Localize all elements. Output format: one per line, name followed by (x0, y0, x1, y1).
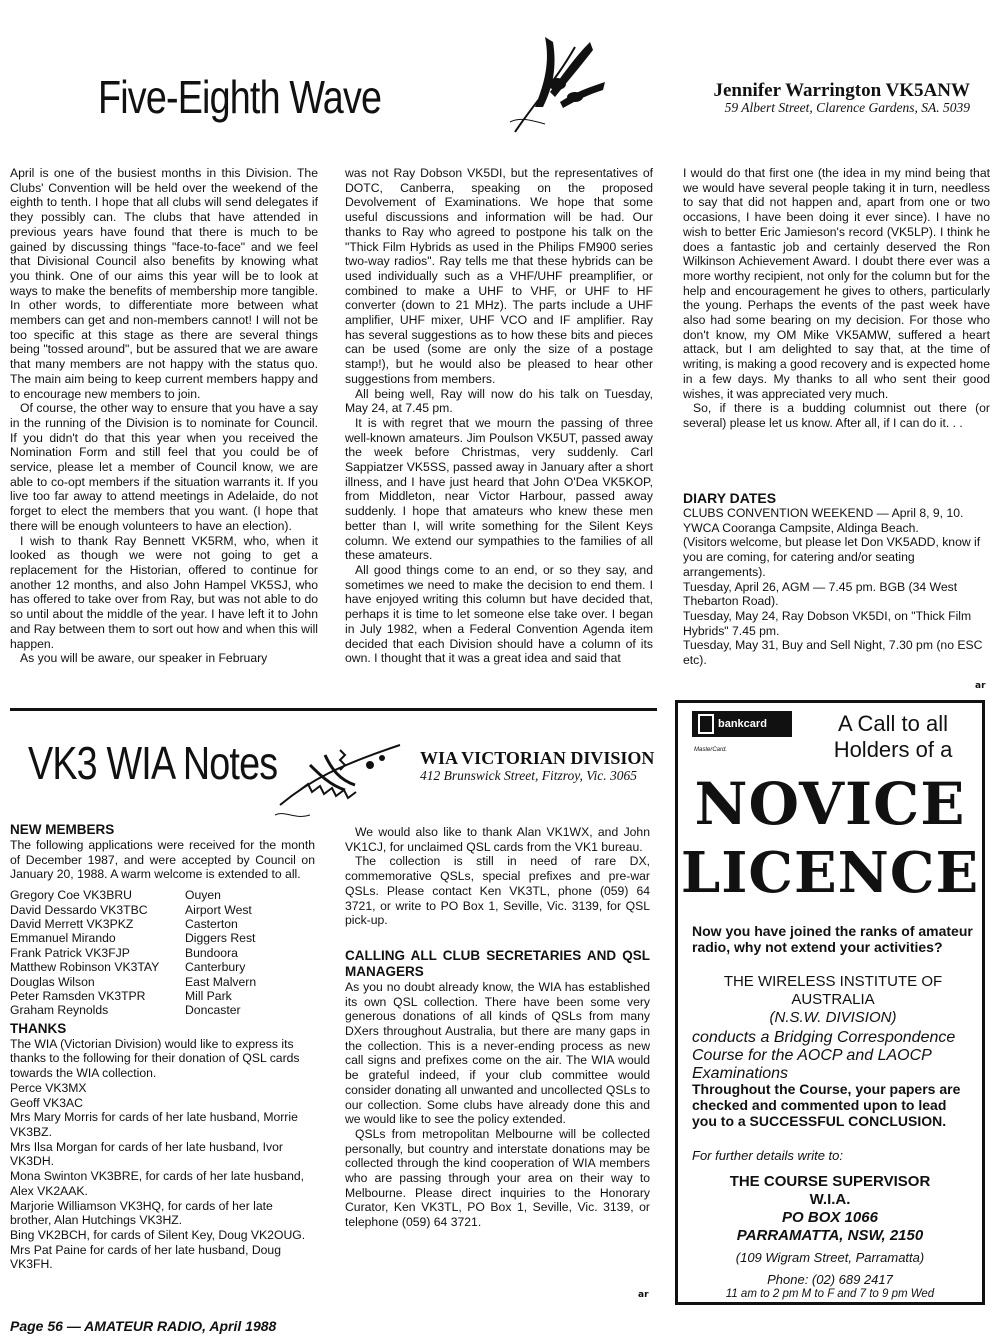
diary-item: Tuesday, May 24, Ray Dobson VK5DI, on "Thick Film Hybrids" 7.45 pm. (683, 608, 972, 638)
vk3-column-2 (345, 825, 650, 1230)
list-item: Douglas Wilson East Malvern (10, 974, 257, 989)
thanks-heading: THANKS (10, 1020, 67, 1036)
list-item: Matthew Robinson VK3TAY Canterbury (10, 960, 246, 975)
diary-item: YWCA Cooranga Campsite, Aldinga Beach. (683, 520, 919, 535)
thanks-item: The WIA (Victorian Division) would like to express its thanks to the following for their donation of QSL cards towards the WIA collection. (10, 1036, 300, 1081)
ad-org: THE WIRELESS INSTITUTE OF AUSTRALIA (723, 973, 943, 1008)
ad-further: For further details write to: (692, 1148, 843, 1163)
list-item: David Dessardo VK3TBC Airport West (10, 902, 252, 917)
paragraph: So, if there is a budding columnist out there (or several) please let us know. After all, if I can do it. . . (683, 401, 990, 430)
division-address: 412 Brunswick Street, Fitzroy, Vic. 3065 (420, 768, 637, 783)
list-item: Graham Reynolds Doncaster (10, 1003, 241, 1018)
diary-dates (683, 490, 990, 668)
end-mark: ar (975, 681, 986, 691)
paragraph: It is with regret that we mourn the passing of three well-known amateurs. Jim Poulson VK5UT, passed away the week before Christmas, very suddenly. Carl Sappiatzer VK5SS, passed away in January after a short illness, and I have just heard that John O'Dea VK5KOP, from Middleton, near Victor Harbour, passed away suddenly. I hope that amateurs who knew these men better than I, will write something for the Silent Keys column. We extend our sympathies to the families of all these amateurs. (345, 415, 653, 563)
kangaroo-paw-flower-icon (505, 22, 610, 137)
paragraph: All good things come to an end, or so they say, and sometimes we need to make the decision to end them. I have enjoyed writing this column but have decided that, perhaps it is time to let someone else take over. I began in July 1982, when a Federal Convention Agenda item decided that each Division should have a column of its own. I thought that it was a great idea and said that (345, 562, 653, 666)
bankcard-logo: bankcard (692, 711, 792, 737)
paragraph: Of course, the other way to ensure that you have a say in the running of the Division is to nominate for Council. If you didn't do that this year when you received the Nomination Form and still feel that you could be of service, please let a member of Council know, we are able to co-opt members if the situation warrants it. If you live too far away to attend meetings in Adelaide, do not forget to elect the members that you want. (I hope that there will be enough volunteers to have an election). (10, 401, 318, 533)
list-item: Frank Patrick VK3FJP Bundoora (10, 945, 238, 960)
list-item: David Merrett VK3PKZ Casterton (10, 916, 238, 931)
paragraph: All being well, Ray will now do his talk on Tuesday, May 24, at 7.45 pm. (345, 386, 653, 416)
members-list (10, 888, 315, 1018)
mastercard-logo: MasterCard. (694, 747, 728, 753)
ad-supervisor: THE COURSE SUPERVISOR (729, 1173, 931, 1190)
paragraph: We would also like to thank Alan VK1WX, and John VK1CJ, for unclaimed QSL cards from the VK1 bureau. (345, 825, 650, 854)
paragraph: As you will be aware, our speaker in February (20, 651, 268, 666)
section-divider (10, 708, 657, 711)
ad-pitch: Now you have joined the ranks of amateur radio, why not extend your activities? (692, 923, 973, 955)
paragraph: QSLs from metropolitan Melbourne will be collected personally, but country and interstate donations may be collected through the kind cooperation of WIA members who are passing through your area on their way to Melbourne. Please direct inquiries to the Honorary Curator, Ken VK3TL, PO Box 1, Seville, Vic. 3139, or telephone (059) 64 3721. (345, 1126, 650, 1230)
thanks-item: Bing VK2BCH, for cards of Silent Key, Doug VK2OUG. (10, 1227, 306, 1242)
ad-phone: Phone: (02) 689 2417 (767, 1272, 893, 1287)
novice-licence-advertisement (675, 700, 985, 1305)
licence-heading: LICENCE (680, 840, 980, 906)
thanks-item: Mrs Pat Paine for cards of her late husband, Doug VK3FH. (10, 1242, 281, 1272)
ad-street: (109 Wigram Street, Parramatta) (735, 1250, 925, 1265)
paragraph: As you no doubt already know, the WIA has established its own QSL collection. There have been some very generous donations of all kinds of QSLs from many DXers throughout Australia, but there are many gaps in the collection. This is a never-ending process as new call signs and prefixes come on the air. The WIA would be grateful indeed, if your club committee would consider donating all unwanted and uncollected QSLs to our collection. Some clubs have already done this and we would like to see the policy extended. (345, 979, 650, 1127)
ad-pobox: PO BOX 1066 (782, 1209, 878, 1226)
paragraph: was not Ray Dobson VK5DI, but the representatives of DOTC, Canberra, speaking on the proposed Devolvement of Examinations. We hope that some useful discussions and information will be had. Our thanks to Ray who agreed to postpone his talk on the "Thick Film Hybrids as used in the Philips FM900 series two-way radios". Ray tells me that these hybrids can be used individually such as a VHF/UHF preamplifier, or combined to make a UHF to VHF, or UHF to HF converter (down to 21 MHz). The parts include a UHF amplifier, UHF mixer, UHF VCO and IF amplifier. Ray has several suggestions as to how these bits and pieces can be used (some are only the size of a postage stamp!), but he would also be pleased to hear other suggestions from members. (345, 166, 653, 386)
calling-heading: CALLING ALL CLUB SECRETARIES AND QSL MANAGERS (345, 947, 650, 979)
vk3-title: VK3 WIA Notes (28, 737, 278, 789)
novice-heading: NOVICE (694, 770, 966, 838)
paragraph: The collection is still in need of rare DX, commemorative QSLs, special prefixes and pre-war QSLs. Please contact Ken VK3TL, phone (059) 64 3721, or write to PO Box 1, Seville, Vic. 3139, for QSL pick-up. (345, 854, 650, 928)
list-item: Emmanuel Mirando Diggers Rest (10, 931, 256, 946)
new-members-heading: NEW MEMBERS (10, 822, 115, 837)
column-address: 59 Albert Street, Clarence Gardens, SA. 5039 (724, 100, 970, 115)
end-mark: ar (638, 1290, 649, 1300)
flower-sketch-icon (270, 730, 410, 820)
list-item: Gregory Coe VK3BRU Ouyen (10, 888, 221, 903)
column-title: Five-Eighth Wave (98, 71, 382, 123)
top-column-2 (345, 166, 653, 666)
top-column-1 (10, 166, 318, 666)
ad-city: PARRAMATTA, NSW, 2150 (736, 1227, 924, 1244)
diary-item: (Visitors welcome, but please let Don VK5ADD, know if you are coming, for catering and/or seating arrangements). (683, 535, 981, 579)
thanks-item: Mona Swinton VK3BRE, for cards of her late husband, Alex VK2AAK. (10, 1169, 305, 1198)
thanks-item: Marjorie Williamson VK3HQ, for cards of her late brother, Alan Hutchings VK3HZ. (10, 1198, 273, 1228)
paragraph: I wish to thank Ray Bennett VK5RM, who, when it looked as though we were not going to get a replacement for the Historian, offered to continue for another 12 months, and also John Hampel VK5SJ, who has offered to take over from Ray, but was not able to do so until about the middle of the year. I have left it to John and Ray between them to sort out how and when this will happen. (10, 533, 318, 651)
ad-division: (N.S.W. DIVISION) (769, 1009, 897, 1026)
paragraph: April is one of the busiest months in this Division. The Clubs' Convention will be held over the weekend of the eighth to tenth. I hope that all clubs will send delegates if they possibly can. The clubs that have attended in previous years have found that there is much to be gained by discussing things "face-to-face" and we feel that Divisional Council also benefits by knowing what you think. One of our aims this year will be to look at ways to make the benefits of membership more tangible. In other words, to differentiate more between what members can get and non-members cannot! I will not be too specific at this stage as there are several things being "tossed around", but be assured that we are aware that many members are not happy with the status quo. The main aim being to keep current members happy and to encourage new members to join. (10, 166, 318, 401)
diary-item: Tuesday, April 26, AGM — 7.45 pm. BGB (34 West Thebarton Road). (683, 579, 958, 609)
list-item: Peter Ramsden VK3TPR Mill Park (10, 988, 232, 1003)
thanks-item: Mrs Mary Morris for cards of her late husband, Morrie VK3BZ. (10, 1110, 298, 1139)
paragraph: I would do that first one (the idea in my mind being that we would have several people taking it in turn, needless to say that did not happen and, apart from one or two occasions, I have been doing it ever since). I have no wish to better Eric Jamieson's record (VK5LP). I think he does a fantastic job and certainly deserved the Ron Wilkinson Achievement Award. I doubt there ever was a more worthy recipient, not only for the column but for the help and encouragement he gives to others, particularly the young. Perhaps the events of the past week have also had some bearing on my decision. For those who don't know, my OM Mike VK5AMW, suffered a heart attack, but I am delighted to say that, at the time of writing, is making a good recovery and is expected home in a few days. My thanks to all who sent their good wishes, it was appreciated very much. (683, 166, 990, 401)
thanks-item: Perce VK3MX (10, 1080, 87, 1095)
page-footer: Page 56 — AMATEUR RADIO, April 1988 (10, 1318, 277, 1334)
diary-item: Tuesday, May 31, Buy and Sell Night, 7.30 pm (no ESC etc). (683, 638, 983, 668)
diary-heading: DIARY DATES (683, 490, 777, 506)
thanks-item: Geoff VK3AC (10, 1095, 83, 1110)
thanks-item: Mrs Ilsa Morgan for cards of her late husband, Ivor VK3DH. (10, 1139, 283, 1169)
ad-throughout: Throughout the Course, your papers are checked and commented upon to lead you to a SUCCESSFUL CONCLUSION. (692, 1081, 961, 1129)
division-name: WIA VICTORIAN DIVISION (420, 748, 655, 768)
ad-hours: 11 am to 2 pm M to F and 7 to 9 pm Wed (725, 1288, 935, 1300)
ad-wia: W.I.A. (809, 1191, 851, 1208)
column-author: Jennifer Warrington VK5ANW (713, 80, 970, 101)
ad-headline: A Call to all Holders of a (833, 711, 953, 762)
ad-conducts: conducts a Bridging Correspondence Course for the AOCP and LAOCP Examinations (692, 1029, 956, 1082)
diary-item: CLUBS CONVENTION WEEKEND — April 8, 9, 10. (683, 506, 964, 520)
new-members-intro: The following applications were received for the month of December 1987, and were accepted by Council on January 20, 1988. A warm welcome is extended to all. (10, 838, 315, 882)
vk3-column-1 (10, 822, 315, 1272)
top-column-3 (683, 166, 990, 431)
